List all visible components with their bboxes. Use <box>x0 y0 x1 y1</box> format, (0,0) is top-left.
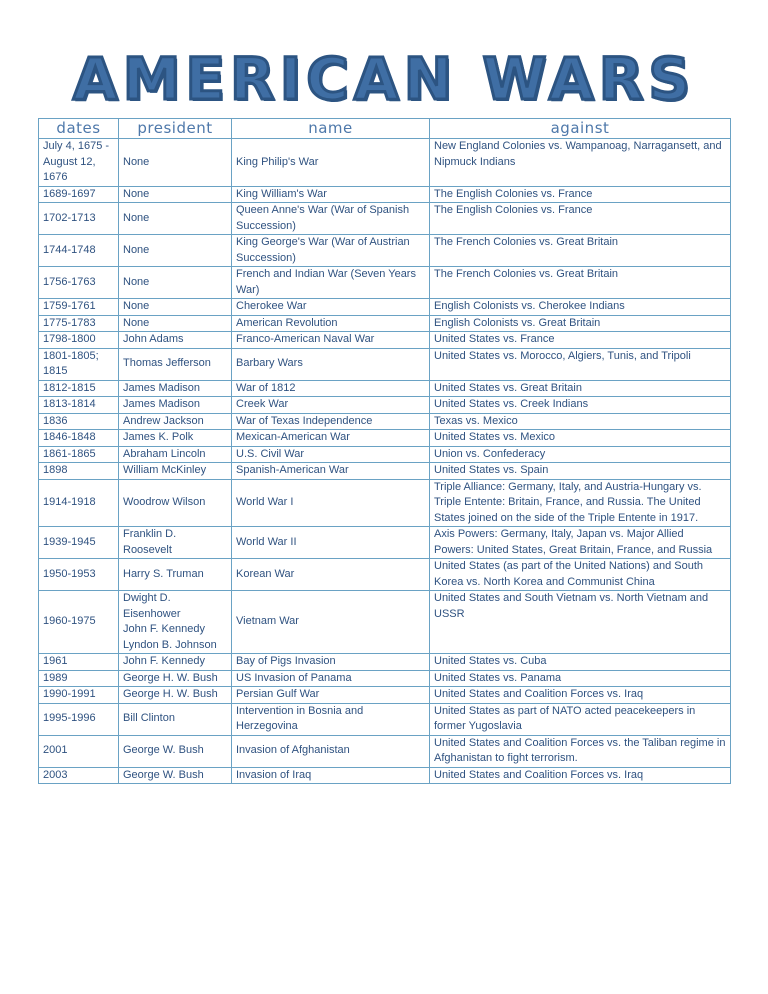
cell-president-text: None <box>123 243 150 256</box>
cell-president <box>119 591 232 654</box>
cell-against-text: The French Colonies vs. Great Britain <box>434 268 619 280</box>
cell-dates-text: 1861-1865 <box>43 447 96 460</box>
cell-president-text: Abraham Lincoln <box>123 447 206 460</box>
cell-dates-text: July 4, 1675 - August 12, 1676 <box>43 140 110 183</box>
cell-war-name-text: Invasion of Iraq <box>236 768 312 781</box>
cell-war-name <box>232 463 430 480</box>
table-row <box>39 397 731 414</box>
cell-dates-text: 1950-1953 <box>43 567 96 580</box>
cell-president-text: George W. Bush <box>123 768 204 781</box>
cell-against-text: English Colonists vs. Great Britain <box>434 316 601 329</box>
table-row <box>39 235 731 267</box>
cell-dates-text: 1812-1815 <box>43 381 96 394</box>
table-row <box>39 348 731 380</box>
cell-against-text: New England Colonies vs. Wampanoag, Narragansett, and Nipmuck Indians <box>434 140 722 168</box>
cell-dates <box>39 446 119 463</box>
cell-dates-text: 1989 <box>43 671 68 684</box>
cell-president <box>119 380 232 397</box>
cell-against <box>430 332 731 349</box>
cell-dates-text: 1756-1763 <box>43 275 96 288</box>
cell-president <box>119 430 232 447</box>
cell-president <box>119 348 232 380</box>
cell-dates <box>39 299 119 316</box>
cell-dates <box>39 348 119 380</box>
cell-dates-text: 1961 <box>43 655 68 667</box>
cell-president-text: None <box>123 211 150 224</box>
table-header-row <box>39 119 731 139</box>
cell-dates <box>39 670 119 687</box>
cell-against-text: Union vs. Confederacy <box>434 447 546 460</box>
cell-dates <box>39 380 119 397</box>
cell-dates-text: 1689-1697 <box>43 187 96 200</box>
cell-dates <box>39 654 119 671</box>
cell-against-text: United States vs. Mexico <box>434 431 556 443</box>
cell-against-text: United States vs. Panama <box>434 671 562 684</box>
cell-president-text: Bill Clinton <box>123 712 175 725</box>
cell-president-text: James Madison <box>123 381 201 394</box>
cell-dates <box>39 267 119 299</box>
cell-dates <box>39 735 119 767</box>
cell-dates-text: 2003 <box>43 768 68 781</box>
cell-against <box>430 559 731 591</box>
cell-war-name <box>232 139 430 187</box>
cell-against <box>430 687 731 704</box>
cell-president <box>119 735 232 767</box>
cell-against <box>430 654 731 671</box>
cell-war-name <box>232 559 430 591</box>
cell-war-name-text: Spanish-American War <box>236 464 349 476</box>
cell-war-name-text: World War II <box>236 535 297 548</box>
cell-dates-text: 1775-1783 <box>43 316 96 329</box>
cell-dates-text: 1898 <box>43 464 68 476</box>
cell-against <box>430 139 731 187</box>
cell-against-text: United States vs. France <box>434 333 555 345</box>
cell-dates-text: 1846-1848 <box>43 431 96 443</box>
cell-president <box>119 670 232 687</box>
cell-dates <box>39 413 119 430</box>
cell-against-text: United States vs. Creek Indians <box>434 398 589 410</box>
cell-war-name-text: King William's War <box>236 187 327 200</box>
cell-president-text: John F. Kennedy <box>123 623 205 635</box>
cell-president-text: None <box>123 300 150 312</box>
cell-dates <box>39 430 119 447</box>
table-row <box>39 767 731 784</box>
table-row <box>39 332 731 349</box>
cell-dates-text: 1960-1975 <box>43 615 96 628</box>
cell-dates-text: 1759-1761 <box>43 300 96 312</box>
cell-war-name-text: Vietnam War <box>236 615 299 628</box>
cell-war-name-text: King George's War (War of Austrian Succession) <box>236 236 410 264</box>
cell-war-name <box>232 380 430 397</box>
cell-war-name <box>232 767 430 784</box>
cell-war-name <box>232 527 430 559</box>
cell-against-text: Triple Alliance: Germany, Italy, and Austria-Hungary vs. Triple Entente: Britain, France, and Russia. The United States joined on the side of the Triple Entente in 1917. <box>434 480 702 524</box>
cell-dates <box>39 397 119 414</box>
cell-president-text: Andrew Jackson <box>123 414 204 427</box>
table-row <box>39 380 731 397</box>
cell-war-name-text: US Invasion of Panama <box>236 671 352 684</box>
cell-president <box>119 203 232 235</box>
table-row <box>39 299 731 316</box>
cell-war-name <box>232 446 430 463</box>
cell-against-text: United States and Coalition Forces vs. Iraq <box>434 768 644 781</box>
cell-dates <box>39 527 119 559</box>
cell-president-text: None <box>123 316 150 329</box>
cell-against <box>430 527 731 559</box>
cell-war-name <box>232 687 430 704</box>
cell-president-text: James K. Polk <box>123 431 194 443</box>
table-row <box>39 703 731 735</box>
cell-dates-text: 1744-1748 <box>43 243 96 256</box>
table-row <box>39 591 731 654</box>
cell-dates <box>39 591 119 654</box>
cell-against <box>430 670 731 687</box>
cell-against-text: Texas vs. Mexico <box>434 414 518 427</box>
cell-against-text: United States and Coalition Forces vs. Iraq <box>434 688 644 700</box>
table-row <box>39 670 731 687</box>
cell-dates <box>39 687 119 704</box>
cell-against <box>430 591 731 654</box>
table-row <box>39 203 731 235</box>
cell-president <box>119 139 232 187</box>
cell-war-name-text: Persian Gulf War <box>236 688 320 700</box>
cell-against <box>430 203 731 235</box>
cell-president <box>119 527 232 559</box>
cell-war-name-text: Bay of Pigs Invasion <box>236 655 336 667</box>
cell-president <box>119 703 232 735</box>
cell-against <box>430 479 731 527</box>
cell-against-text: United States and Coalition Forces vs. the Taliban regime in Afghanistan to fight terrorism. <box>434 736 726 764</box>
table-row <box>39 654 731 671</box>
cell-against-text: United States vs. Great Britain <box>434 381 582 394</box>
cell-against <box>430 430 731 447</box>
cell-war-name-text: U.S. Civil War <box>236 447 305 460</box>
cell-war-name <box>232 479 430 527</box>
cell-war-name <box>232 267 430 299</box>
table-row <box>39 735 731 767</box>
cell-president <box>119 299 232 316</box>
cell-war-name-text: Franco-American Naval War <box>236 333 375 345</box>
cell-president-text: Franklin D. Roosevelt <box>123 528 177 556</box>
cell-against-text: United States vs. Spain <box>434 464 549 476</box>
cell-dates-text: 1798-1800 <box>43 333 96 345</box>
cell-dates <box>39 139 119 187</box>
cell-president-text: Woodrow Wilson <box>123 496 206 508</box>
table-row <box>39 186 731 203</box>
table-row <box>39 446 731 463</box>
cell-president-text: James Madison <box>123 398 201 410</box>
cell-dates-text: 1836 <box>43 414 68 427</box>
cell-dates <box>39 186 119 203</box>
cell-against-text: United States (as part of the United Nations) and South Korea vs. North Korea and Communist China <box>434 560 704 588</box>
cell-president <box>119 446 232 463</box>
cell-against-text: Axis Powers: Germany, Italy, Japan vs. Major Allied Powers: United States, Great Britain, France, and Russia <box>434 528 713 556</box>
cell-war-name <box>232 397 430 414</box>
cell-against-text: United States vs. Cuba <box>434 655 547 667</box>
cell-against-text: United States vs. Morocco, Algiers, Tunis, and Tripoli <box>434 349 691 362</box>
cell-war-name <box>232 315 430 332</box>
cell-president-text: Lyndon B. Johnson <box>123 638 217 651</box>
cell-dates-text: 1801-1805; 1815 <box>43 349 99 377</box>
table-row <box>39 559 731 591</box>
cell-against <box>430 735 731 767</box>
cell-against <box>430 397 731 414</box>
cell-dates-text: 1995-1996 <box>43 712 96 725</box>
cell-president <box>119 235 232 267</box>
header-against: against <box>430 119 731 139</box>
cell-dates-text: 2001 <box>43 744 68 757</box>
cell-president-text: George H. W. Bush <box>123 671 218 684</box>
cell-against <box>430 235 731 267</box>
cell-against <box>430 299 731 316</box>
cell-president <box>119 186 232 203</box>
cell-against <box>430 703 731 735</box>
cell-dates <box>39 703 119 735</box>
cell-president <box>119 397 232 414</box>
cell-war-name <box>232 670 430 687</box>
cell-president-text: Harry S. Truman <box>123 567 204 580</box>
cell-president-text: William McKinley <box>123 464 207 476</box>
table-row <box>39 267 731 299</box>
page-title: AMERICAN WARS <box>72 45 696 113</box>
cell-war-name <box>232 332 430 349</box>
cell-president-text: George H. W. Bush <box>123 688 218 700</box>
cell-dates-text: 1702-1713 <box>43 211 96 224</box>
cell-against-text: United States and South Vietnam vs. North Vietnam and USSR <box>434 592 709 620</box>
table-body <box>39 139 731 784</box>
cell-against <box>430 767 731 784</box>
cell-president <box>119 479 232 527</box>
table-row <box>39 527 731 559</box>
cell-president <box>119 267 232 299</box>
cell-president <box>119 767 232 784</box>
cell-against <box>430 413 731 430</box>
cell-dates-text: 1990-1991 <box>43 688 96 700</box>
header-president: president <box>119 119 232 139</box>
cell-war-name-text: King Philip's War <box>236 155 319 168</box>
cell-war-name-text: War of 1812 <box>236 381 296 394</box>
cell-president-text: None <box>123 187 150 200</box>
cell-against <box>430 348 731 380</box>
cell-war-name <box>232 654 430 671</box>
cell-president <box>119 687 232 704</box>
cell-against <box>430 186 731 203</box>
cell-war-name <box>232 235 430 267</box>
cell-war-name <box>232 348 430 380</box>
header-dates: dates <box>39 119 119 139</box>
cell-president-text: Dwight D. Eisenhower <box>123 592 181 620</box>
cell-war-name-text: Barbary Wars <box>236 357 303 370</box>
cell-war-name-text: Cherokee War <box>236 300 307 312</box>
cell-president <box>119 559 232 591</box>
cell-president-text: John F. Kennedy <box>123 655 205 667</box>
cell-dates <box>39 479 119 527</box>
table-row <box>39 139 731 187</box>
cell-against <box>430 446 731 463</box>
cell-dates <box>39 767 119 784</box>
cell-war-name <box>232 591 430 654</box>
cell-war-name-text: Korean War <box>236 567 295 580</box>
cell-president <box>119 654 232 671</box>
cell-war-name <box>232 430 430 447</box>
wars-table <box>38 118 731 784</box>
cell-war-name <box>232 203 430 235</box>
cell-president <box>119 413 232 430</box>
table-row <box>39 479 731 527</box>
cell-dates <box>39 315 119 332</box>
cell-war-name-text: War of Texas Independence <box>236 414 373 427</box>
cell-president <box>119 315 232 332</box>
table-row <box>39 413 731 430</box>
cell-president-text: None <box>123 155 150 168</box>
cell-dates <box>39 463 119 480</box>
cell-against-text: English Colonists vs. Cherokee Indians <box>434 300 625 312</box>
cell-president-text: John Adams <box>123 333 184 345</box>
cell-president <box>119 332 232 349</box>
cell-war-name <box>232 186 430 203</box>
cell-against-text: United States as part of NATO acted peacekeepers in former Yugoslavia <box>434 704 696 732</box>
cell-war-name <box>232 703 430 735</box>
cell-war-name <box>232 735 430 767</box>
cell-dates <box>39 559 119 591</box>
cell-president <box>119 463 232 480</box>
cell-war-name <box>232 413 430 430</box>
cell-president-text: Thomas Jefferson <box>123 357 211 370</box>
cell-war-name-text: Intervention in Bosnia and Herzegovina <box>236 704 364 732</box>
table-row <box>39 687 731 704</box>
cell-dates-text: 1813-1814 <box>43 398 96 410</box>
cell-war-name-text: Mexican-American War <box>236 431 350 443</box>
cell-war-name-text: French and Indian War (Seven Years War) <box>236 268 416 296</box>
cell-president-text: None <box>123 275 150 288</box>
cell-dates <box>39 235 119 267</box>
cell-against-text: The English Colonies vs. France <box>434 204 593 216</box>
cell-war-name <box>232 299 430 316</box>
cell-president-text: George W. Bush <box>123 744 204 757</box>
cell-war-name-text: Queen Anne's War (War of Spanish Succession) <box>236 204 410 232</box>
cell-war-name-text: American Revolution <box>236 316 338 329</box>
cell-dates-text: 1914-1918 <box>43 496 96 508</box>
cell-against <box>430 267 731 299</box>
cell-war-name-text: World War I <box>236 496 294 508</box>
cell-against <box>430 315 731 332</box>
table-row <box>39 463 731 480</box>
table-row <box>39 430 731 447</box>
cell-dates <box>39 332 119 349</box>
cell-against <box>430 380 731 397</box>
cell-dates-text: 1939-1945 <box>43 535 96 548</box>
cell-war-name-text: Invasion of Afghanistan <box>236 744 350 757</box>
header-name: name <box>232 119 430 139</box>
cell-against-text: The English Colonies vs. France <box>434 187 593 200</box>
cell-against-text: The French Colonies vs. Great Britain <box>434 236 619 248</box>
cell-dates <box>39 203 119 235</box>
table-row <box>39 315 731 332</box>
cell-against <box>430 463 731 480</box>
cell-war-name-text: Creek War <box>236 398 289 410</box>
